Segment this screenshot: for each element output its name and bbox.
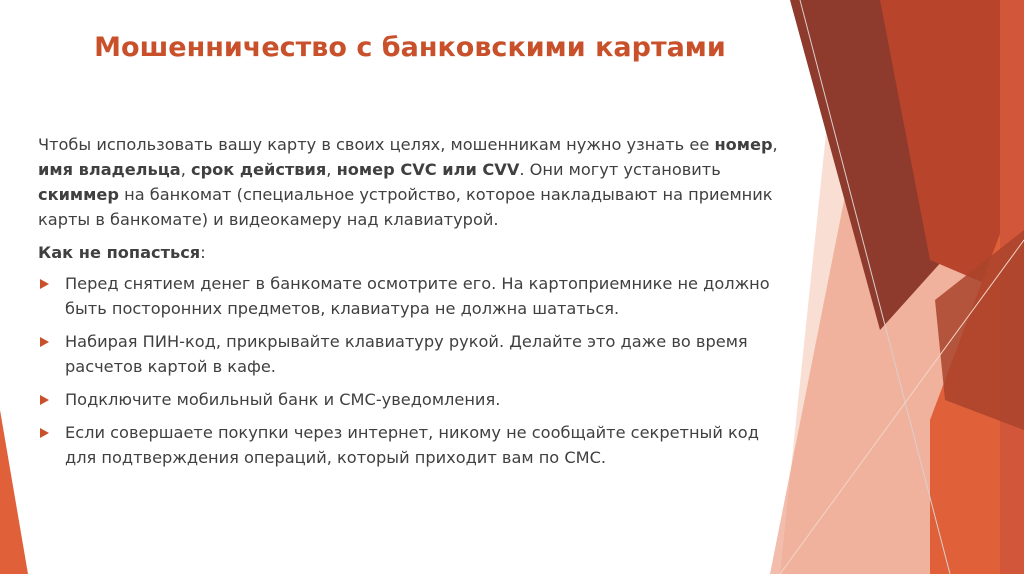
list-item-text: Набирая ПИН-код, прикрывайте клавиатуру рукой. Делайте это даже во время расчетов картой в кафе. <box>65 332 748 376</box>
intro-emphasis: номер <box>714 135 773 154</box>
intro-text: на банкомат (специальное устройство, которое накладывают на приемник карты в банкомате) и видеокамеру над клавиатурой. <box>38 185 773 229</box>
slide-content <box>38 132 783 478</box>
list-item-text: Если совершаете покупки через интернет, никому не сообщайте секретный код для подтверждения операций, который приходит вам по СМС. <box>65 423 759 467</box>
deco-shape-left <box>0 410 28 574</box>
list-item <box>38 271 783 321</box>
tips-list <box>38 271 783 470</box>
intro-text: . Они могут установить <box>519 160 721 179</box>
bullet-arrow-icon <box>40 428 49 438</box>
intro-paragraph <box>38 132 783 232</box>
slide-title: Мошенничество с банковскими картами <box>94 32 726 63</box>
list-item <box>38 420 783 470</box>
intro-text: , <box>326 160 337 179</box>
list-item-text: Перед снятием денег в банкомате осмотрите его. На картоприемнике не должно быть посторонних предметов, клавиатура не должна шататься. <box>65 274 770 318</box>
bullet-arrow-icon <box>40 395 49 405</box>
subheading-text: Как не попасться <box>38 243 201 262</box>
bullet-arrow-icon <box>40 337 49 347</box>
intro-text: , <box>772 135 778 154</box>
intro-emphasis: срок действия <box>191 160 327 179</box>
intro-emphasis: номер CVC или CVV <box>336 160 520 179</box>
list-item <box>38 329 783 379</box>
intro-text: , <box>180 160 191 179</box>
intro-emphasis: имя владельца <box>38 160 181 179</box>
subheading-colon: : <box>200 243 206 262</box>
bullet-arrow-icon <box>40 279 49 289</box>
intro-emphasis: скиммер <box>38 185 119 204</box>
list-item <box>38 387 783 412</box>
how-not-to-fall-heading <box>38 240 783 265</box>
list-item-text: Подключите мобильный банк и СМС-уведомления. <box>65 390 501 409</box>
intro-text: Чтобы использовать вашу карту в своих целях, мошенникам нужно узнать ее <box>38 135 715 154</box>
